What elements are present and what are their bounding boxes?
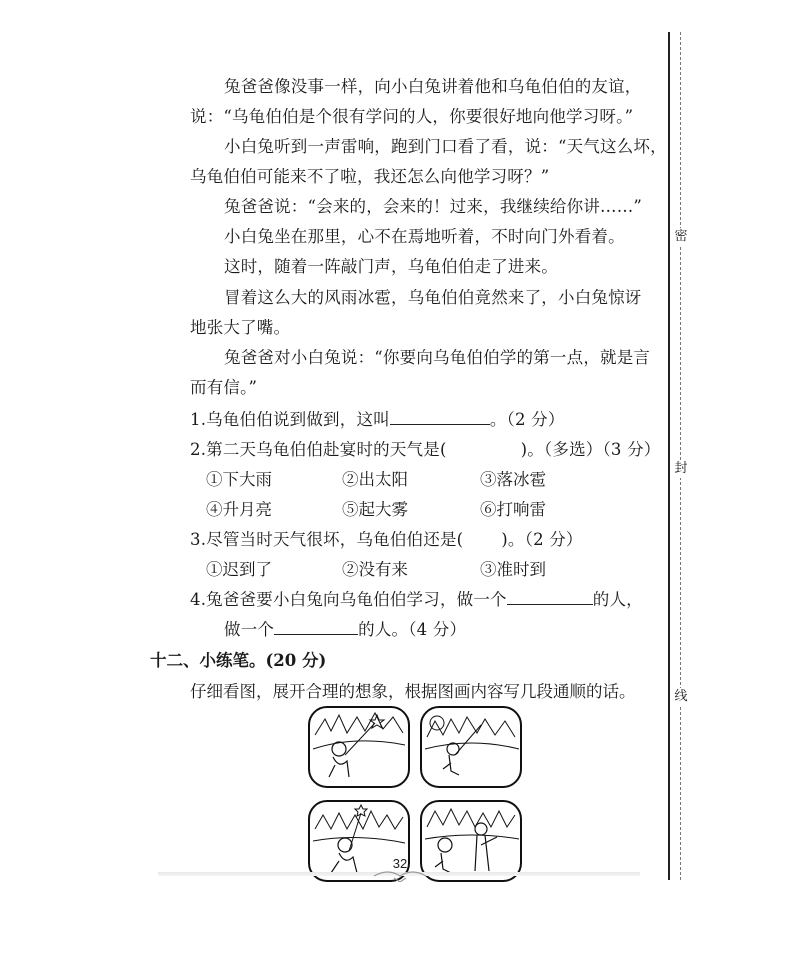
picture-panel-1 — [309, 707, 409, 787]
question-3 — [190, 525, 583, 555]
question-4-text-b: 的人， — [592, 590, 643, 609]
story-line: 兔爸爸对小白兔说：“你要向乌龟伯伯学的第一点，就是言 — [224, 348, 651, 367]
question-1 — [190, 405, 565, 435]
binding-label-mi: 密 — [672, 228, 690, 246]
question-4-score: 的人。（4 分） — [358, 620, 467, 639]
question-4-text: 4.兔爸爸要小白兔向乌龟伯伯学习，做一个 — [190, 590, 507, 609]
binding-dashed-line — [680, 32, 681, 880]
story-line: 说：“乌龟伯伯是个很有学问的人，你要很好地向他学习呀。” — [190, 107, 634, 126]
question-4 — [190, 585, 643, 615]
question-3-score: )。（2 分） — [501, 530, 583, 549]
question-1-text: 1.乌龟伯伯说到做到，这叫 — [190, 410, 390, 429]
question-2 — [190, 435, 660, 465]
picture-panel-2 — [421, 707, 521, 787]
story-line: 乌龟伯伯可能来不了啦，我还怎么向他学习呀？” — [190, 167, 550, 186]
answer-blank-q4-1[interactable] — [507, 586, 593, 605]
option-q2-4[interactable]: ④升月亮 — [206, 500, 272, 519]
option-q2-6[interactable]: ⑥打响雷 — [480, 500, 546, 519]
option-q3-2[interactable]: ②没有来 — [342, 560, 408, 579]
option-q3-3[interactable]: ③准时到 — [480, 560, 546, 579]
picture-panel-4 — [421, 801, 521, 881]
story-line: 这时，随着一阵敲门声，乌龟伯伯走了进来。 — [224, 257, 558, 276]
option-q2-3[interactable]: ③落冰雹 — [480, 470, 546, 489]
story-line: 小白兔听到一声雷响，跑到门口看了看，说：“天气这么坏， — [224, 137, 667, 156]
section-12-instruction: 仔细看图，展开合理的想象，根据图画内容写几段通顺的话。 — [190, 682, 636, 701]
answer-blank-q4-2[interactable] — [274, 616, 358, 635]
option-q3-1[interactable]: ①迟到了 — [206, 560, 272, 579]
question-4-text-c: 做一个 — [224, 620, 275, 639]
binding-label-xian: 线 — [672, 688, 690, 706]
option-q2-1[interactable]: ①下大雨 — [206, 470, 272, 489]
answer-blank-q1[interactable] — [390, 406, 490, 425]
question-1-score: 。（2 分） — [489, 410, 565, 429]
story-line: 地张大了嘴。 — [190, 318, 291, 337]
page-number: 32 — [392, 856, 408, 871]
question-2-text: 2.第二天乌龟伯伯赴宴时的天气是( — [190, 440, 447, 459]
question-4-line2 — [224, 615, 466, 645]
binding-line — [668, 32, 670, 880]
story-line: 小白兔坐在那里，心不在焉地听着，不时向门外看着。 — [224, 227, 625, 246]
story-line: 兔爸爸说：“会来的，会来的！过来，我继续给你讲……” — [224, 197, 643, 216]
story-line: 兔爸爸像没事一样，向小白兔讲着他和乌龟伯伯的友谊， — [224, 77, 642, 96]
section-12-title: 十二、小练笔。(20 分) — [150, 651, 327, 670]
option-q2-2[interactable]: ②出太阳 — [342, 470, 408, 489]
binding-label-feng: 封 — [672, 460, 690, 478]
story-line: 而有信。” — [190, 378, 258, 397]
story-line: 冒着这么大的风雨冰雹，乌龟伯伯竟然来了，小白兔惊讶 — [224, 288, 642, 307]
question-3-text: 3.尽管当时天气很坏，乌龟伯伯还是( — [190, 530, 464, 549]
option-q2-5[interactable]: ⑤起大雾 — [342, 500, 408, 519]
question-2-score: )。（多选）（3 分） — [520, 440, 661, 459]
